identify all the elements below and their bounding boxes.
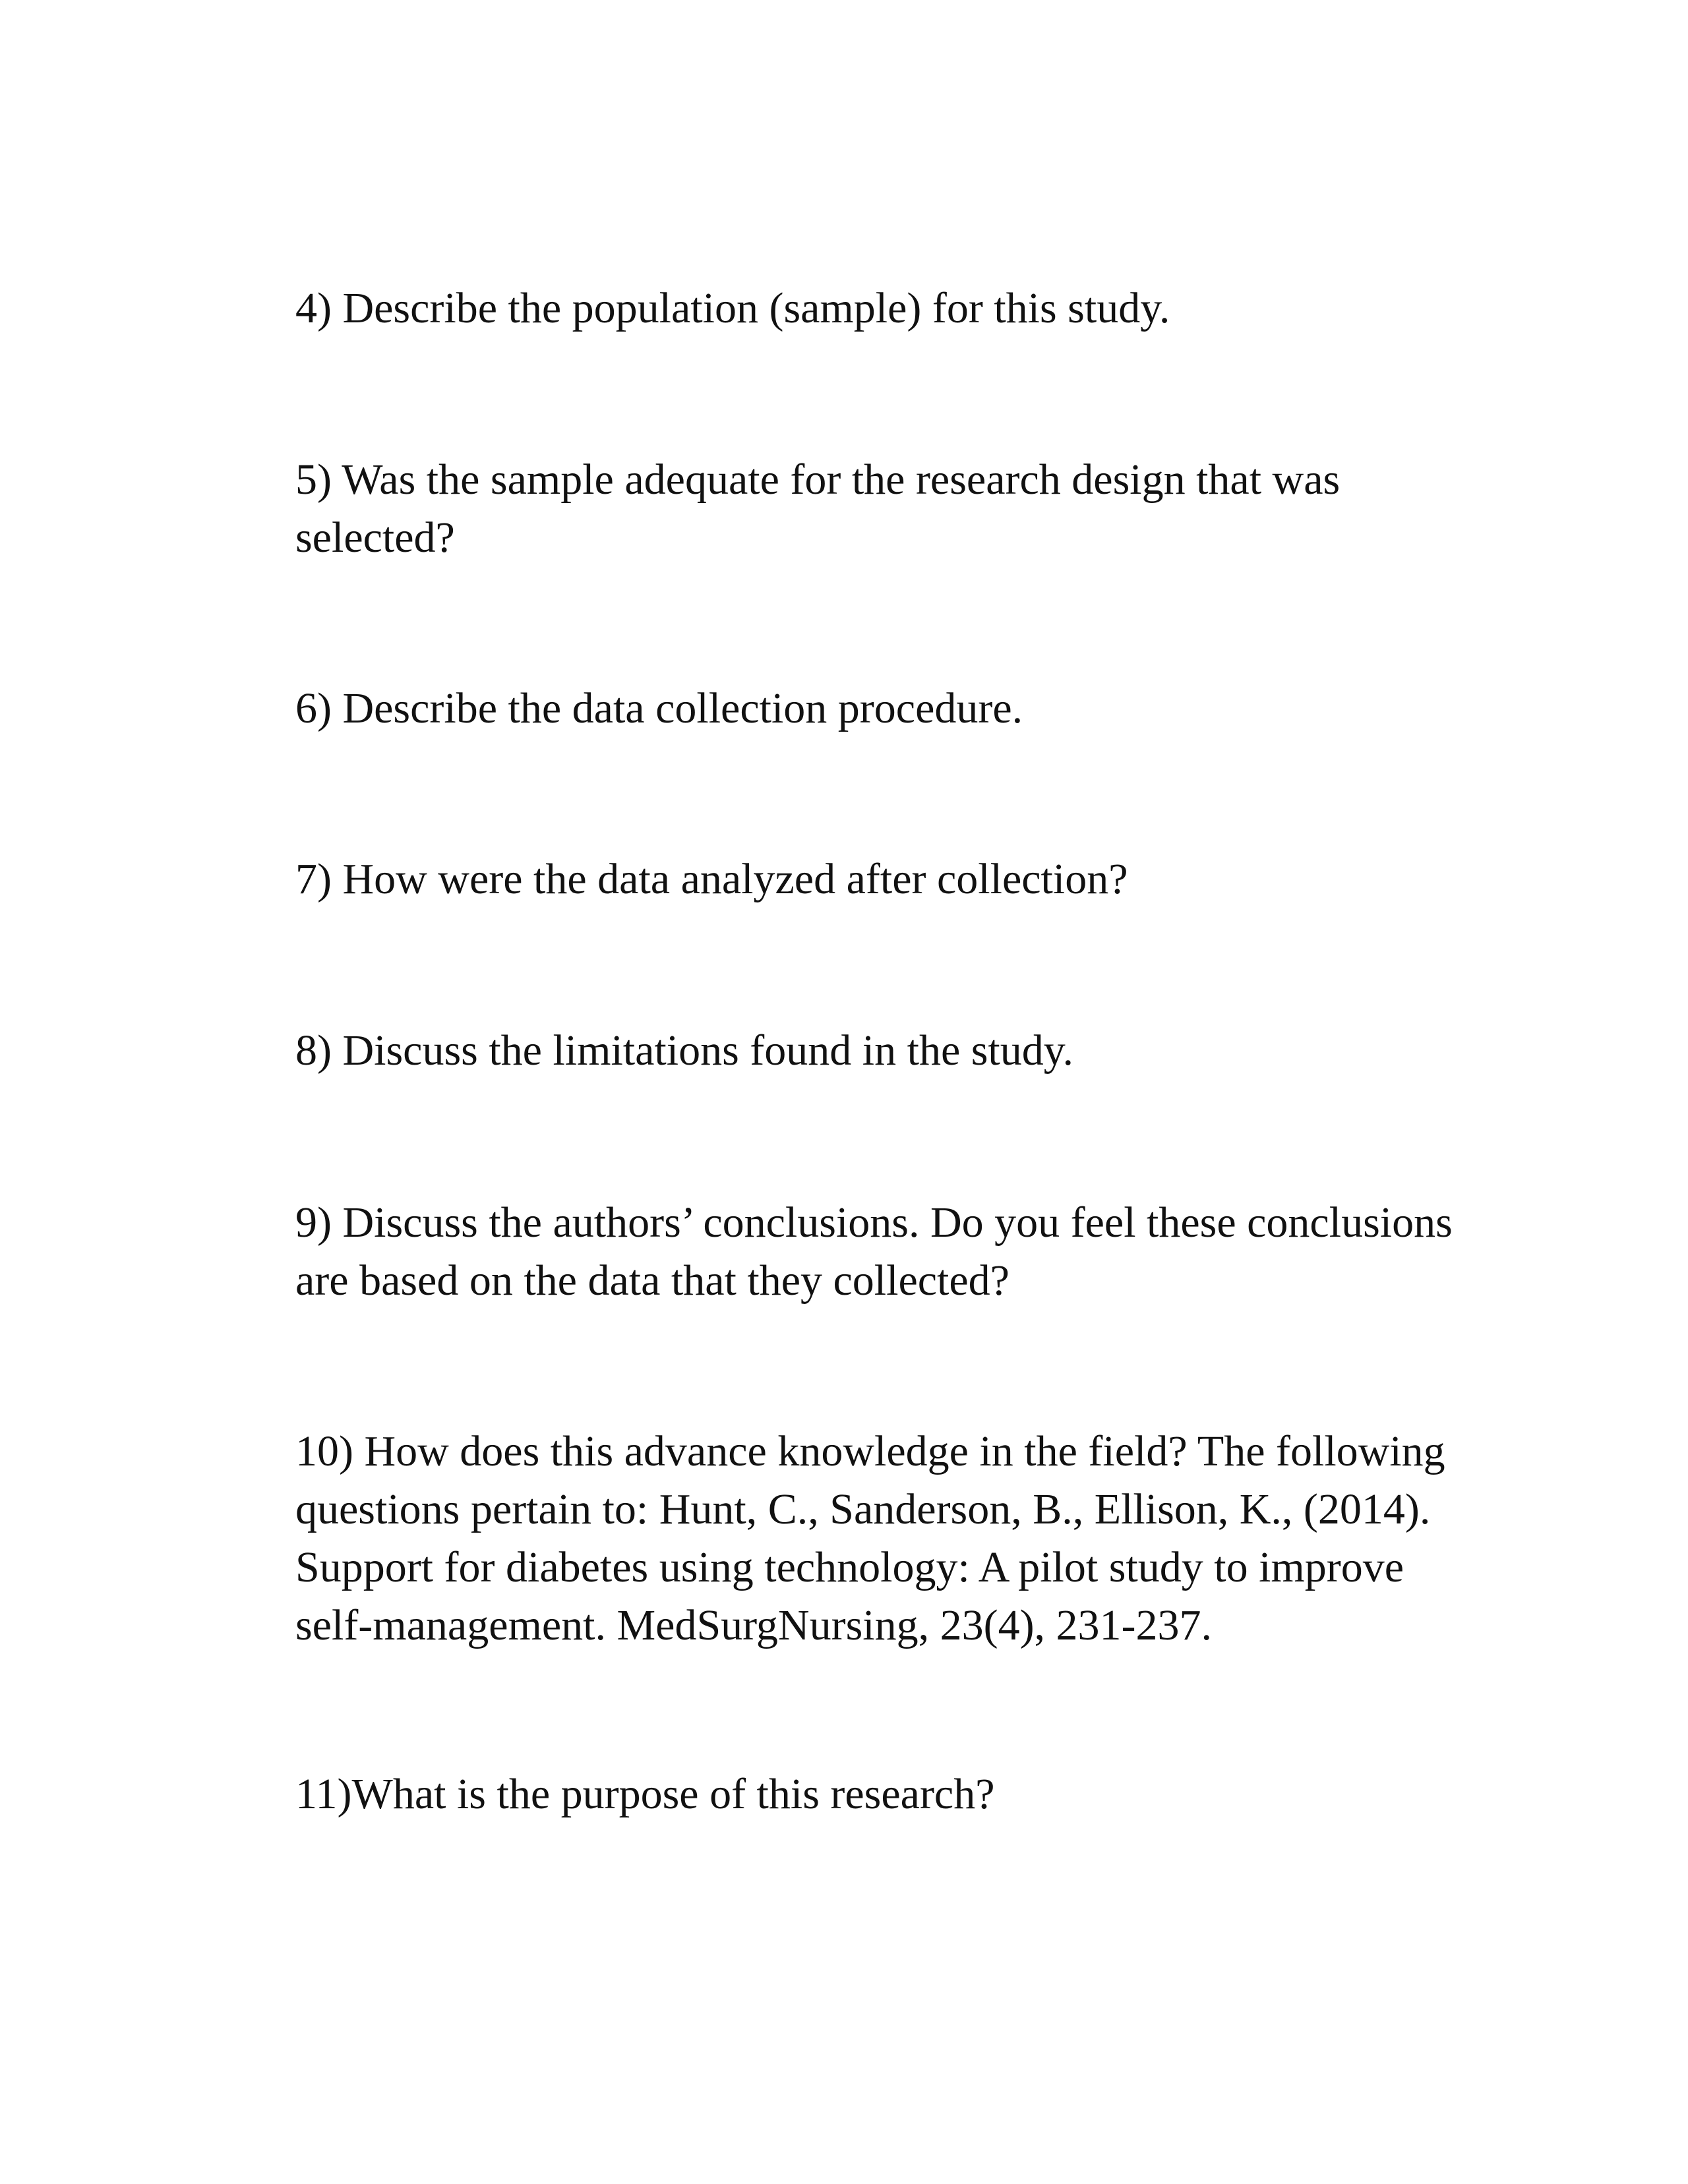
question-9: 9) Discuss the authors’ conclusions. Do you feel these conclusions are based on the data that they collected? xyxy=(295,1198,1453,1305)
question-4: 4) Describe the population (sample) for this study. xyxy=(295,284,1170,332)
question-11: 11)What is the purpose of this research? xyxy=(295,1770,995,1818)
question-7: 7) How were the data analyzed after collection? xyxy=(295,855,1128,903)
question-6: 6) Describe the data collection procedure. xyxy=(295,684,1023,732)
question-5: 5) Was the sample adequate for the research design that was selected? xyxy=(295,456,1341,562)
question-8: 8) Discuss the limitations found in the study. xyxy=(295,1026,1073,1075)
question-10: 10) How does this advance knowledge in the field? The following questions pertain to: Hunt, C., Sanderson, B., Ellison, K., (2014). Support for diabetes using technology: A pilot study to improve self-management. MedSurgNursing, 23(4), 231-237. xyxy=(295,1427,1445,1649)
